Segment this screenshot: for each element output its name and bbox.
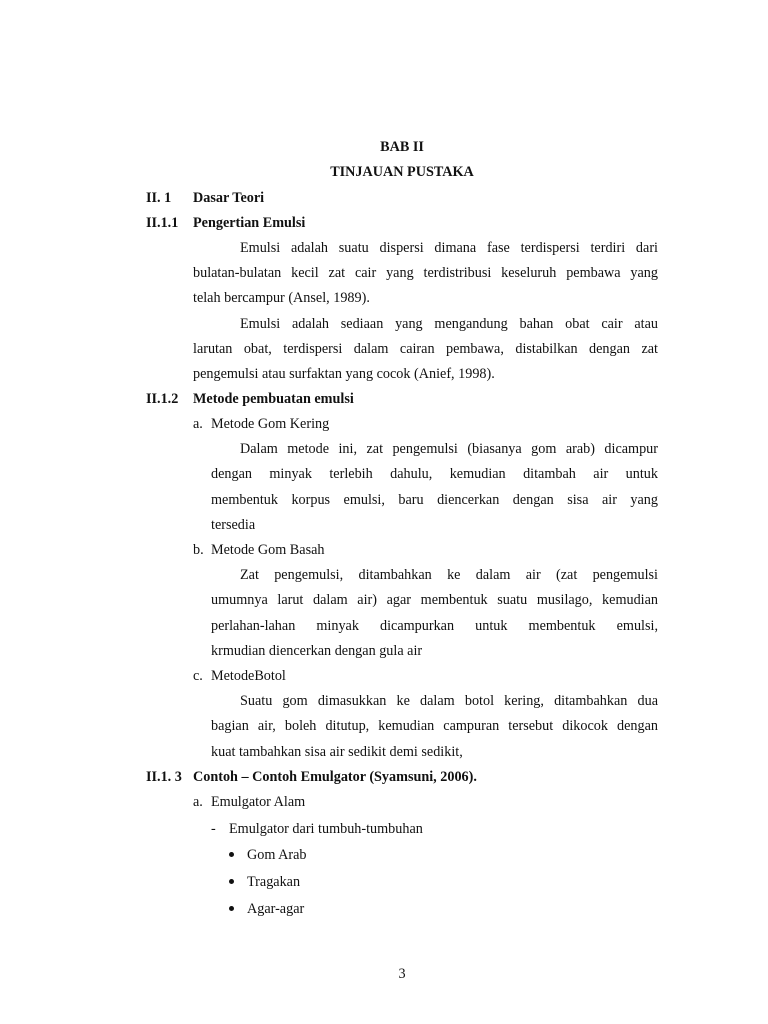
paragraph-line: Zat pengemulsi, ditambahkan ke dalam air (zat pengemulsi xyxy=(240,567,658,583)
subsection-1-1-title: Pengertian Emulsi xyxy=(193,215,306,231)
paragraph-line: dengan minyak terlebih dahulu, kemudian ditambah air untuk xyxy=(211,466,658,482)
subsection-1-3-title: Contoh – Contoh Emulgator (Syamsuni, 2006). xyxy=(193,769,477,785)
emulgator-subcategory: Emulgator dari tumbuh-tumbuhan xyxy=(229,821,423,837)
section-1-title: Dasar Teori xyxy=(193,190,265,206)
paragraph-line: larutan obat, terdispersi dalam cairan pembawa, distabilkan dengan zat xyxy=(193,341,658,357)
paragraph-line: kuat tambahkan sisa air sedikit demi sedikit, xyxy=(211,744,463,760)
chapter-number: BAB II xyxy=(380,139,424,155)
paragraph-line: membentuk korpus emulsi, baru diencerkan dengan sisa air yang xyxy=(211,492,658,508)
paragraph-line: telah bercampur (Ansel, 1989). xyxy=(193,290,370,306)
bullet-item: Agar-agar xyxy=(247,901,305,917)
bullet-icon xyxy=(229,879,234,884)
bullet-icon xyxy=(229,906,234,911)
list-marker: a. xyxy=(193,794,203,810)
page-number: 3 xyxy=(398,966,406,982)
bullet-icon xyxy=(229,852,234,857)
list-marker: b. xyxy=(193,542,204,558)
paragraph-line: bagian air, boleh ditutup, kemudian campuran tersebut dikocok dengan xyxy=(211,718,658,734)
emulgator-category: Emulgator Alam xyxy=(211,794,306,810)
paragraph-line: Suatu gom dimasukkan ke dalam botol kering, ditambahkan dua xyxy=(240,693,658,709)
bullet-item: Gom Arab xyxy=(247,847,307,863)
paragraph-line: tersedia xyxy=(211,517,256,533)
method-heading: Metode Gom Basah xyxy=(211,542,325,558)
paragraph-line: bulatan-bulatan kecil zat cair yang terdistribusi keseluruh pembawa yang xyxy=(193,265,658,281)
bullet-item: Tragakan xyxy=(247,874,301,890)
paragraph-line: pengemulsi atau surfaktan yang cocok (Anief, 1998). xyxy=(193,366,495,382)
section-1-number: II. 1 xyxy=(146,190,172,206)
paragraph-line: Emulsi adalah suatu dispersi dimana fase terdispersi terdiri dari xyxy=(240,240,658,256)
subsection-1-1-number: II.1.1 xyxy=(146,215,179,231)
paragraph-line: Emulsi adalah sediaan yang mengandung bahan obat cair atau xyxy=(240,316,658,332)
subsection-1-3-number: II.1. 3 xyxy=(146,769,182,785)
list-marker: c. xyxy=(193,668,203,684)
dash-marker: - xyxy=(211,821,216,837)
subsection-1-2-number: II.1.2 xyxy=(146,391,179,407)
subsection-1-2-title: Metode pembuatan emulsi xyxy=(193,391,354,407)
paragraph-line: perlahan-lahan minyak dicampurkan untuk membentuk emulsi, xyxy=(211,618,658,634)
paragraph-line: Dalam metode ini, zat pengemulsi (biasanya gom arab) dicampur xyxy=(240,441,658,457)
method-heading: MetodeBotol xyxy=(211,668,286,684)
paragraph-line: umumnya larut dalam air) agar membentuk suatu musilago, kemudian xyxy=(211,592,658,608)
list-marker: a. xyxy=(193,416,203,432)
paragraph-line: krmudian diencerkan dengan gula air xyxy=(211,643,423,659)
chapter-title: TINJAUAN PUSTAKA xyxy=(330,164,474,180)
method-heading: Metode Gom Kering xyxy=(211,416,330,432)
